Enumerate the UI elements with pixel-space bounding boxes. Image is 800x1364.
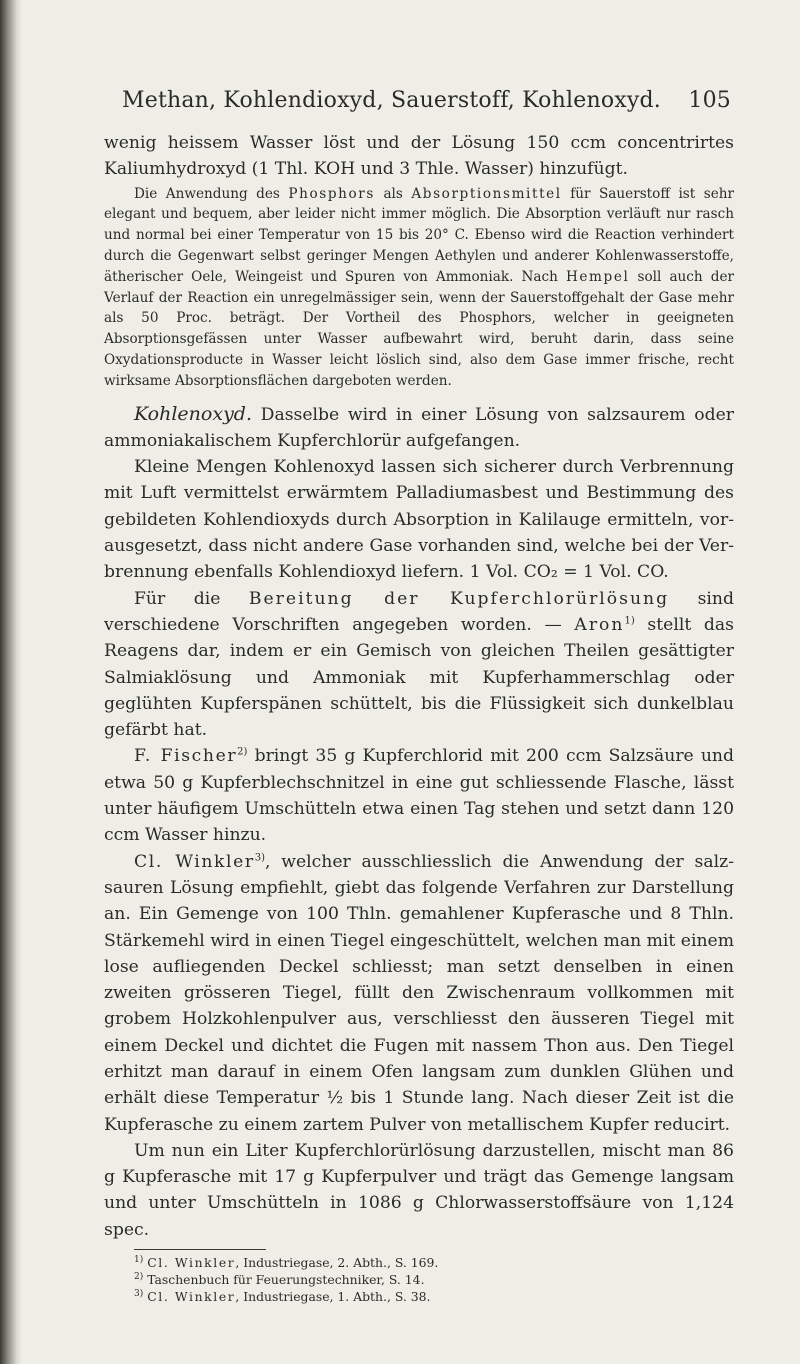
footnote-ref-3: 3) <box>254 851 266 863</box>
footnote-mark: 3) <box>134 1288 144 1299</box>
binding-shadow <box>0 0 22 1364</box>
footnote-text: Taschenbuch für Feuerungstechniker, S. 14. <box>147 1272 425 1288</box>
text-run: sind verschiedene Vorschriften angegeben worden. — <box>104 588 735 635</box>
running-head-title: Methan, Kohlendioxyd, Sauerstoff, Kohlenoxyd. <box>122 88 661 113</box>
paragraph-kleine-mengen: Kleine Mengen Kohlenoxyd lassen sich sicherer durch Verbrennung mit Luft vermittelst erwärmtem Palladiumasbest und Bestimmung des gebildeten Kohlendioxyds durch Absorption in Kalilauge ermitteln, vorausgesetzt, dass nicht andere Gase vorhanden sind, welche bei der Verbrennung ebenfalls Kohlendioxyd liefern. 1 Vol. CO₂ = 1 Vol. CO. <box>104 457 734 583</box>
footnote-mark: 2) <box>134 1271 144 1282</box>
paragraph-phosphor <box>104 184 734 392</box>
author-hempel: Hempel <box>565 268 630 285</box>
footnote-ref-2: 2) <box>237 746 248 758</box>
footnote-ref-1: 1) <box>624 615 635 627</box>
paragraph-winkler <box>104 849 734 1138</box>
footnote-text: , Industriegase, 2. Abth., S. 169. <box>235 1255 439 1271</box>
main-text <box>104 130 734 183</box>
text-run: stellt das Reagens dar, indem er ein Gemisch von gleichen Theilen gesättigter Salmiaklösung und Ammoniak mit Kupferhammerschlag oder geglühten Kupferspänen schüttelt, bis die Flüssigkeit sich dunkelblau gefärbt hat. <box>104 614 735 741</box>
paragraph-fischer <box>104 743 734 848</box>
text-run: bringt 35 g Kupferchlorid mit 200 ccm Salzsäure und etwa 50 g Kupferblechschnitzel in eine gut schliessende Flasche, lässt unter häufigem Umschütteln etwa einen Tag stehen und setzt dann 120 ccm Wasser hinzu. <box>104 746 735 846</box>
page-number: 105 <box>688 88 731 113</box>
text-run: für Sauerstoff ist sehr elegant und bequem, aber leider nicht immer möglich. Die Absorption verläuft nur rasch und normal bei einer Temperatur von 15 bis 20° C. Ebenso wird die Reaction verhindert durch die Gegenwart selbst geringer Mengen Aethylen und anderer Kohlenwasserstoffe, ätherischer Oele, Weingeist und Spuren von Ammoniak. Nach <box>104 185 734 285</box>
footnote-2 <box>134 1271 734 1288</box>
phosphor-note <box>104 184 734 392</box>
text-run: Die Anwendung des <box>134 185 289 202</box>
running-head <box>104 88 734 122</box>
footnote-divider <box>134 1249 266 1250</box>
paragraph-continuation: wenig heissem Wasser löst und der Lösung 150 ccm concentrirtes Kaliumhydroxyd (1 Thl. KOH und 3 Thle. Wasser) hinzufügt. <box>104 133 734 180</box>
footnote-3 <box>134 1288 734 1305</box>
author-fischer: F. Fischer <box>134 746 238 767</box>
text-run: Für die <box>134 588 249 609</box>
text-run: als <box>374 185 412 202</box>
term-absorptionsmittel: Absorptionsmittel <box>411 185 562 202</box>
term-phosphor: Phosphors <box>288 185 375 202</box>
main-text-kohlenoxyd <box>104 401 734 1244</box>
term-bereitung: Bereitung der Kupferchlorürlösung <box>248 588 670 609</box>
text-run: , welcher ausschliesslich die Anwendung der salzsauren Lösung empfiehlt, giebt das folgende Verfahren zur Darstellung an. Ein Gemenge von 100 Thln. gemahlener Kupferasche und 8 Thln. Stärkemehl wird in einen Tiegel eingeschüttelt, welchen man mit einem lose aufliegenden Deckel schliesst; man setzt denselben in einen zweiten grösseren Tiegel, füllt den Zwischenraum vollkommen mit grobem Holzkohlenpulver aus, verschliesst den äusseren Tiegel mit einem Deckel und dichtet die Fugen mit nassem Thon aus. Den Tiegel erhitzt man darauf in einem Ofen langsam zum dunklen Glühen und erhält diese Temperatur ½ bis 1 Stunde lang. Nach dieser Zeit ist die Kupferasche zu einem zartem Pulver von metallischem Kupfer reducirt. <box>104 851 734 1135</box>
text-run: Dasselbe wird in einer Lösung von salzsaurem oder ammoniakalischem Kupferchlorür aufgefangen. <box>104 404 734 451</box>
text-run: soll auch der Verlauf der Reaction ein unregelmässiger sein, wenn der Sauerstoffgehalt der Gase mehr als 50 Proc. beträgt. Der Vortheil des Phosphors, welcher in geeigneten Absorptionsgefässen unter Wasser aufbewahrt wird, beruht darin, dass seine Oxydationsproducte in Wasser leicht löslich sind, also dem Gase immer frische, recht wirksame Absorptionsflächen dargeboten werden. <box>104 268 734 389</box>
author-aron: Aron <box>574 614 625 635</box>
book-page <box>104 88 734 1305</box>
paragraph-kohlenoxyd <box>104 401 734 455</box>
footnote-1 <box>134 1254 734 1271</box>
author-winkler: Cl. Winkler <box>134 851 255 872</box>
footnotes <box>104 1254 734 1305</box>
footnote-author: Cl. Winkler <box>147 1255 236 1271</box>
section-heading-kohlenoxyd: Kohlenoxyd. <box>134 402 253 425</box>
paragraph-bereitung <box>104 586 734 744</box>
footnote-text: , Industriegase, 1. Abth., S. 38. <box>235 1289 431 1305</box>
paragraph-kupferchlorur: Um nun ein Liter Kupferchlorürlösung darzustellen, mischt man 86 g Kupferasche mit 17 g Kupferpulver und trägt das Gemenge langsam und unter Umschütteln in 1086 g Chlorwasserstoffsäure von 1,124 spec. <box>104 1140 734 1240</box>
footnote-author: Cl. Winkler <box>147 1289 236 1305</box>
footnote-mark: 1) <box>134 1254 144 1265</box>
